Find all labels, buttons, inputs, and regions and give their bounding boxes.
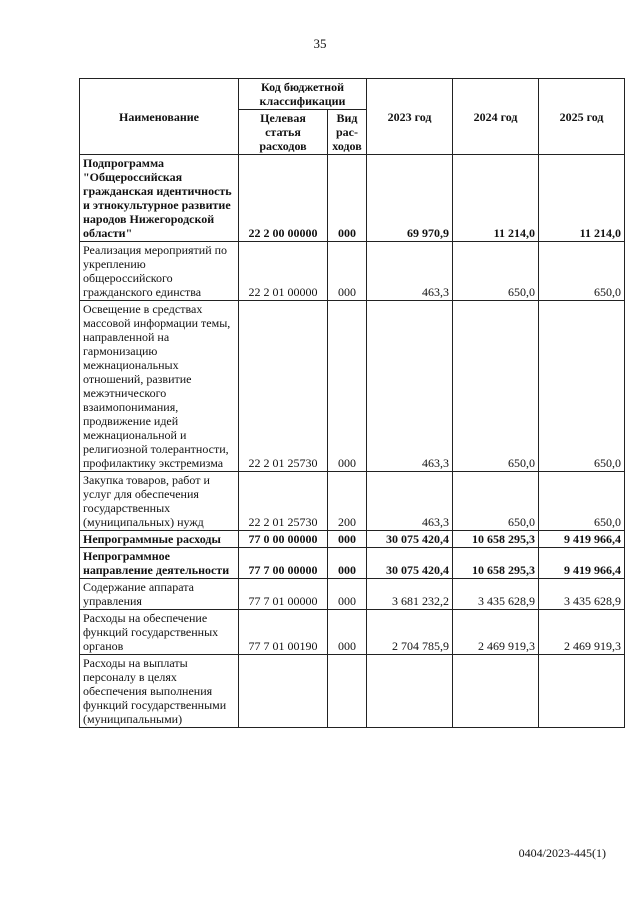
header-2023: 2023 год	[367, 79, 453, 155]
cell-code: 22 2 01 00000	[239, 242, 328, 301]
cell-v2025	[539, 655, 625, 728]
cell-name: Подпрограмма "Общероссийская гражданская идентичность и этнокультурное развитие народов Нижегородской области"	[80, 155, 239, 242]
cell-v2024: 10 658 295,3	[453, 531, 539, 548]
cell-code: 77 7 01 00190	[239, 610, 328, 655]
cell-name: Закупка товаров, работ и услуг для обеспечения государственных (муниципальных) нужд	[80, 472, 239, 531]
header-target-article: Целевая статья расходов	[239, 110, 328, 155]
table-row	[80, 655, 625, 728]
table-row	[80, 579, 625, 610]
cell-v2023: 30 075 420,4	[367, 548, 453, 579]
cell-code	[239, 655, 328, 728]
table-row	[80, 548, 625, 579]
cell-v2023: 463,3	[367, 242, 453, 301]
cell-name: Реализация мероприятий по укреплению общероссийского гражданского единства	[80, 242, 239, 301]
cell-v2024: 11 214,0	[453, 155, 539, 242]
cell-code: 77 7 00 00000	[239, 548, 328, 579]
cell-name: Непрограммное направление деятельности	[80, 548, 239, 579]
cell-v2025: 11 214,0	[539, 155, 625, 242]
cell-v2024: 3 435 628,9	[453, 579, 539, 610]
cell-v2024: 650,0	[453, 242, 539, 301]
cell-v2024	[453, 655, 539, 728]
cell-v2025: 650,0	[539, 242, 625, 301]
cell-v2023: 463,3	[367, 472, 453, 531]
cell-code: 22 2 01 25730	[239, 301, 328, 472]
table-row	[80, 301, 625, 472]
table-row	[80, 242, 625, 301]
cell-name: Непрограммные расходы	[80, 531, 239, 548]
cell-v2023: 463,3	[367, 301, 453, 472]
cell-kind	[328, 655, 367, 728]
cell-code: 77 7 01 00000	[239, 579, 328, 610]
cell-v2023: 30 075 420,4	[367, 531, 453, 548]
cell-kind: 000	[328, 301, 367, 472]
cell-code: 77 0 00 00000	[239, 531, 328, 548]
cell-name: Расходы на выплаты персоналу в целях обеспечения выполнения функций государственными (муниципальными)	[80, 655, 239, 728]
cell-v2024: 2 469 919,3	[453, 610, 539, 655]
cell-v2025: 9 419 966,4	[539, 548, 625, 579]
budget-table	[79, 78, 625, 728]
cell-v2025: 3 435 628,9	[539, 579, 625, 610]
header-expense-type: Вид рас-ходов	[328, 110, 367, 155]
cell-kind: 000	[328, 548, 367, 579]
document-code: 0404/2023-445(1)	[518, 846, 606, 860]
header-2025: 2025 год	[539, 79, 625, 155]
table-row	[80, 531, 625, 548]
header-name: Наименование	[80, 79, 239, 155]
cell-v2025: 9 419 966,4	[539, 531, 625, 548]
cell-v2024: 10 658 295,3	[453, 548, 539, 579]
cell-v2025: 650,0	[539, 472, 625, 531]
cell-name: Содержание аппарата управления	[80, 579, 239, 610]
header-classification: Код бюджетной классификации	[239, 79, 367, 110]
cell-v2024: 650,0	[453, 301, 539, 472]
cell-v2023: 3 681 232,2	[367, 579, 453, 610]
table-row	[80, 155, 625, 242]
cell-name: Освещение в средствах массовой информации темы, направленной на гармонизацию межнациональных отношений, развитие межэтнического взаимопонимания, продвижение идей межнациональной и религиозной толерантности, профилактику экстремизма	[80, 301, 239, 472]
header-2024: 2024 год	[453, 79, 539, 155]
cell-kind: 000	[328, 155, 367, 242]
cell-v2025: 2 469 919,3	[539, 610, 625, 655]
cell-name: Расходы на обеспечение функций государственных органов	[80, 610, 239, 655]
cell-code: 22 2 01 25730	[239, 472, 328, 531]
cell-kind: 000	[328, 531, 367, 548]
cell-v2023: 69 970,9	[367, 155, 453, 242]
table-row	[80, 610, 625, 655]
cell-v2024: 650,0	[453, 472, 539, 531]
cell-code: 22 2 00 00000	[239, 155, 328, 242]
cell-kind: 000	[328, 610, 367, 655]
cell-kind: 200	[328, 472, 367, 531]
cell-kind: 000	[328, 579, 367, 610]
cell-v2025: 650,0	[539, 301, 625, 472]
cell-kind: 000	[328, 242, 367, 301]
cell-v2023	[367, 655, 453, 728]
cell-v2023: 2 704 785,9	[367, 610, 453, 655]
table-row	[80, 472, 625, 531]
page-number: 35	[313, 36, 327, 51]
